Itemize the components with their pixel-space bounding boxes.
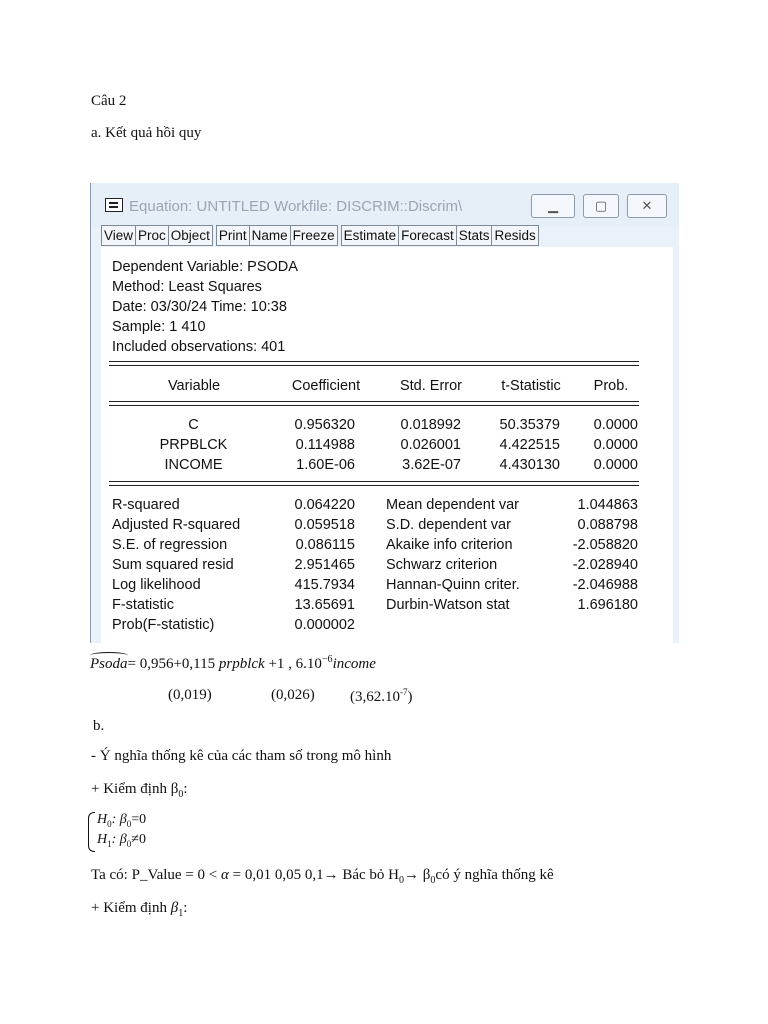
table-divider: [109, 401, 639, 406]
stat-value: -2.046988: [572, 577, 638, 593]
row-income-t: 4.430130: [499, 457, 560, 473]
stat-value: 0.000002: [294, 617, 355, 633]
row-income-coef: 1.60E-06: [296, 457, 355, 473]
minimize-icon: ▁: [548, 198, 558, 213]
equation-window-icon: [105, 198, 123, 212]
close-button[interactable]: [627, 194, 667, 218]
stat-value: 415.7934: [294, 577, 355, 593]
date-line: Date: 03/30/24 Time: 10:38: [112, 299, 287, 315]
stat-value: 2.951465: [294, 557, 355, 573]
observations-line: Included observations: 401: [112, 339, 286, 355]
null-hypothesis: $H_0$: $\beta_0=0$: [97, 812, 147, 829]
hypothesis-brace: [88, 812, 95, 852]
window-title: Equation: UNTITLED Workfile: DISCRIM::Discrim\: [129, 198, 463, 215]
stat-label: S.D. dependent var: [386, 517, 511, 533]
window-titlebar[interactable]: [91, 183, 679, 227]
row-income-se: 3.62E-07: [402, 457, 461, 473]
stat-label: Prob(F-statistic): [112, 617, 215, 633]
stat-value: 0.086115: [295, 537, 355, 553]
forecast-button[interactable]: Forecast: [399, 225, 457, 246]
row-c-prob: 0.0000: [593, 417, 638, 433]
stat-value: 13.65691: [294, 597, 355, 613]
stat-label: Sum squared resid: [112, 557, 234, 573]
alternative-hypothesis: $H_1$: $\beta_0\ne 0$: [97, 832, 146, 849]
row-prpblck-prob: 0.0000: [593, 437, 638, 453]
eviews-equation-window: [90, 183, 679, 643]
beta0-conclusion: Ta có: P_Value = 0 < α = 0,01 0,05 0,1→ Bác bỏ $H_0\to$ $\beta_0có$ ý nghĩa thống kê: [91, 867, 554, 886]
row-income-prob: 0.0000: [593, 457, 638, 473]
table-divider: [109, 481, 639, 486]
row-c-t: 50.35379: [499, 417, 560, 433]
stat-label: Durbin-Watson stat: [386, 597, 510, 613]
col-variable: Variable: [167, 378, 221, 394]
stat-label: Adjusted R-squared: [112, 517, 241, 533]
stat-label: Akaike info criterion: [386, 537, 513, 553]
row-c-se: 0.018992: [400, 417, 461, 433]
col-std-error: Std. Error: [399, 378, 463, 394]
stat-label: Hannan-Quinn criter.: [386, 577, 520, 593]
se-prpblck: (0,026): [271, 687, 315, 703]
resids-button[interactable]: Resids: [492, 225, 538, 246]
view-button[interactable]: View: [101, 225, 136, 246]
window-toolbar: [101, 225, 539, 247]
stat-label: Mean dependent var: [386, 497, 520, 513]
sample-line: Sample: 1 410: [112, 319, 206, 335]
stat-label: Schwarz criterion: [386, 557, 498, 573]
col-t-statistic: t-Statistic: [501, 378, 561, 394]
freeze-button[interactable]: Freeze: [291, 225, 338, 246]
row-income-variable: INCOME: [164, 457, 223, 473]
stat-value: 0.064220: [294, 497, 355, 513]
stat-value: -2.058820: [572, 537, 638, 553]
method-line: Method: Least Squares: [112, 279, 262, 295]
psoda-hat: Psoda: [90, 656, 128, 673]
stat-label: S.E. of regression: [112, 537, 228, 553]
estimate-button[interactable]: Estimate: [341, 225, 400, 246]
significance-heading: - Ý nghĩa thống kê của các tham số trong mô hình: [91, 748, 392, 764]
maximize-button[interactable]: [583, 194, 619, 218]
se-prpblck-const: (0,019): [168, 687, 212, 703]
proc-button[interactable]: Proc: [136, 225, 169, 246]
stats-button[interactable]: Stats: [457, 225, 493, 246]
part-a-label: a. Kết quả hồi quy: [91, 125, 202, 141]
print-button[interactable]: Print: [216, 225, 250, 246]
se-income: $(3,62.10^{-7})$: [350, 687, 413, 705]
part-b-label: b.: [93, 718, 105, 734]
col-coefficient: Coefficient: [291, 378, 361, 394]
stat-value: 1.696180: [577, 597, 638, 613]
stat-value: 1.044863: [577, 497, 638, 513]
dependent-variable-line: Dependent Variable: PSODA: [112, 259, 298, 275]
close-icon: ✕: [641, 198, 653, 213]
minimize-button[interactable]: [531, 194, 575, 218]
row-prpblck-coef: 0.114988: [295, 437, 355, 453]
table-divider: [109, 361, 639, 366]
stat-value: 0.088798: [577, 517, 638, 533]
stat-label: R-squared: [112, 497, 180, 513]
regression-output: [101, 247, 673, 643]
stat-value: 0.059518: [294, 517, 355, 533]
question-heading: Câu 2: [91, 93, 127, 109]
row-prpblck-t: 4.422515: [499, 437, 560, 453]
col-prob: Prob.: [593, 378, 629, 394]
row-c-variable: C: [188, 417, 199, 433]
maximize-icon: ▢: [594, 198, 608, 213]
object-button[interactable]: Object: [169, 225, 213, 246]
estimated-equation: Psoda= 0,956+0,115 prpblck +1 , $6.10^{-6}income$: [90, 654, 376, 672]
stat-value: -2.028940: [572, 557, 638, 573]
name-button[interactable]: Name: [250, 225, 291, 246]
test-beta1-heading: + Kiểm định $\beta_1$:: [91, 900, 188, 919]
row-c-coef: 0.956320: [294, 417, 355, 433]
stat-label: Log likelihood: [112, 577, 201, 593]
row-prpblck-variable: PRPBLCK: [159, 437, 228, 453]
stat-label: F-statistic: [112, 597, 175, 613]
row-prpblck-se: 0.026001: [400, 437, 461, 453]
test-beta0-heading: + Kiểm định $\beta_0$:: [91, 781, 188, 800]
